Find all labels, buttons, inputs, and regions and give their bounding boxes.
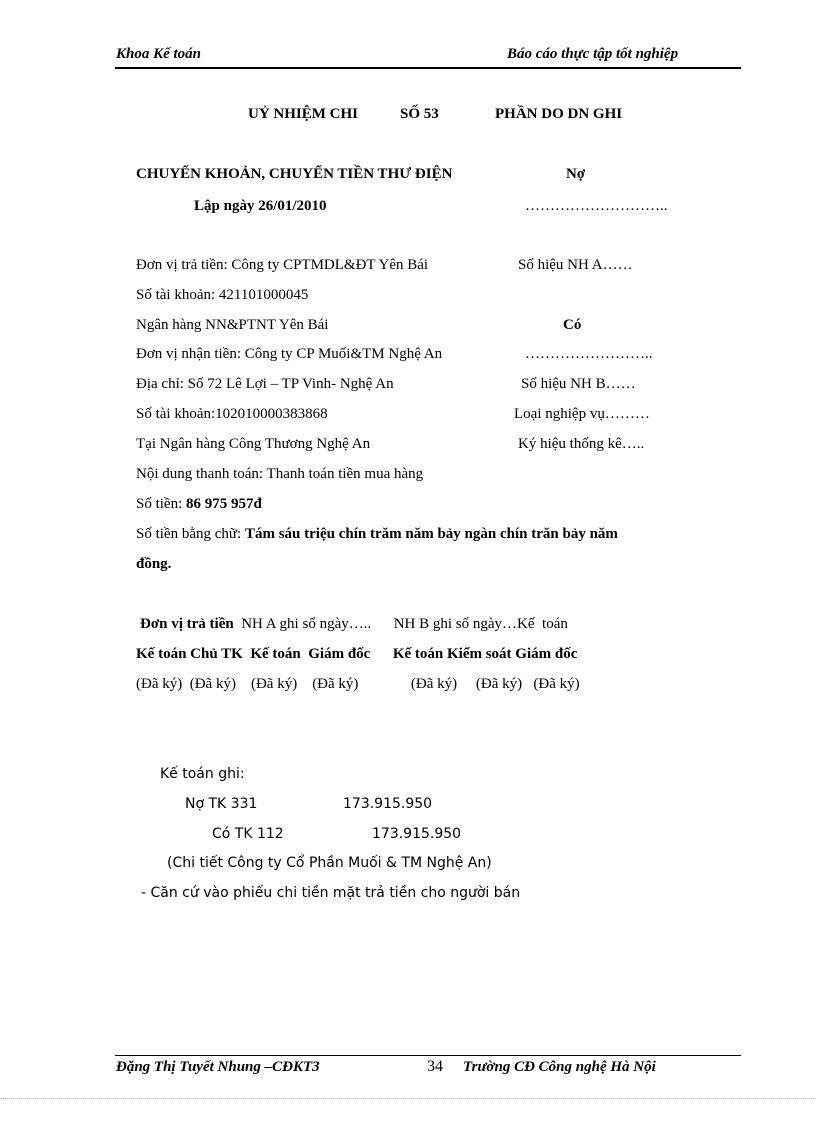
- payment-content: Nội dung thanh toán: Thanh toán tiền mua hàng: [136, 466, 424, 482]
- payee-address: Địa chỉ: Số 72 Lê Lợi – TP Vinh- Nghệ An: [136, 376, 394, 392]
- journal-credit-account: Có TK 112: [212, 826, 284, 842]
- footer-author: Đặng Thị Tuyết Nhung –CĐKT3: [116, 1059, 320, 1075]
- payer-field: Đơn vị trả tiền: Công ty CPTMDL&ĐT Yên Bái: [136, 257, 429, 273]
- payee-field: Đơn vị nhận tiền: Công ty CP Muối&TM Nghệ An: [136, 346, 443, 362]
- transfer-type: CHUYỂN KHOẢN, CHUYỂN TIỀN THƯ ĐIỆN: [136, 166, 453, 182]
- debit-label: Nợ: [566, 166, 586, 182]
- amount-words: Tám sáu triệu chín trăm năm bảy ngàn chín trăn bảy năm: [244, 526, 618, 542]
- page-edge: [0, 1098, 816, 1099]
- journal-debit-amount: 173.915.950: [343, 796, 433, 812]
- payer-bank: Ngân hàng NN&PTNT Yên Bái: [136, 317, 329, 333]
- doc-section: PHẦN DO DN GHI: [495, 106, 623, 122]
- bank-b-code: Số hiệu NH B……: [521, 376, 636, 392]
- operation-type: Loại nghiệp vụ………: [514, 406, 650, 422]
- journal-debit-account: Nợ TK 331: [185, 796, 258, 812]
- amount-words-line: [136, 526, 618, 543]
- credit-label: Có: [563, 317, 582, 333]
- amount-line: [136, 496, 262, 513]
- doc-number: SỐ 53: [400, 106, 439, 122]
- issue-date: Lập ngày 26/01/2010: [194, 198, 327, 214]
- page-number: 34: [427, 1058, 443, 1075]
- header-divider: [115, 67, 741, 69]
- amount-words-label: Số tiền bằng chữ:: [136, 526, 245, 542]
- signature-row-1: [140, 616, 568, 633]
- journal-heading: Kế toán ghi:: [160, 766, 245, 782]
- payer-account: Số tài khoản: 421101000045: [136, 287, 309, 303]
- payee-account: Số tài khoản:102010000383868: [136, 406, 328, 422]
- doc-title: UỶ NHIỆM CHI: [248, 106, 359, 122]
- credit-dots: ……………………..: [525, 346, 653, 362]
- signature-row-2: Kế toán Chủ TK Kế toán Giám đốc Kế toán Kiểm soát Giám đốc: [136, 646, 578, 662]
- header-department: Khoa Kế toán: [116, 46, 202, 62]
- journal-credit-amount: 173.915.950: [372, 826, 462, 842]
- amount-words-end: đồng.: [136, 556, 172, 572]
- bank-a-code: Số hiệu NH A……: [518, 257, 633, 273]
- stat-code: Ký hiệu thống kê…..: [518, 436, 645, 452]
- journal-note: - Căn cứ vào phiếu chi tiền mặt trả tiền cho người bán: [141, 885, 521, 901]
- debit-dots: ………………………..: [525, 198, 668, 214]
- signature-row-3: (Đã ký) (Đã ký) (Đã ký) (Đã ký) (Đã ký) (Đã ký) (Đã ký): [136, 676, 580, 692]
- amount-value: 86 975 957đ: [186, 496, 262, 512]
- footer-school: Trường CĐ Công nghệ Hà Nội: [463, 1059, 656, 1075]
- payee-bank: Tại Ngân hàng Công Thương Nghệ An: [136, 436, 371, 452]
- amount-label: Số tiền:: [136, 496, 187, 512]
- journal-detail: (Chi tiết Công ty Cổ Phần Muối & TM Nghệ An): [167, 855, 492, 871]
- header-report-title: Báo cáo thực tập tốt nghiệp: [507, 46, 679, 62]
- footer-divider: [115, 1055, 741, 1056]
- payer-unit-label: Đơn vị trả tiền: [140, 616, 234, 632]
- bank-record-labels: NH A ghi sổ ngày….. NH B ghi sổ ngày…Kế toán: [233, 616, 568, 632]
